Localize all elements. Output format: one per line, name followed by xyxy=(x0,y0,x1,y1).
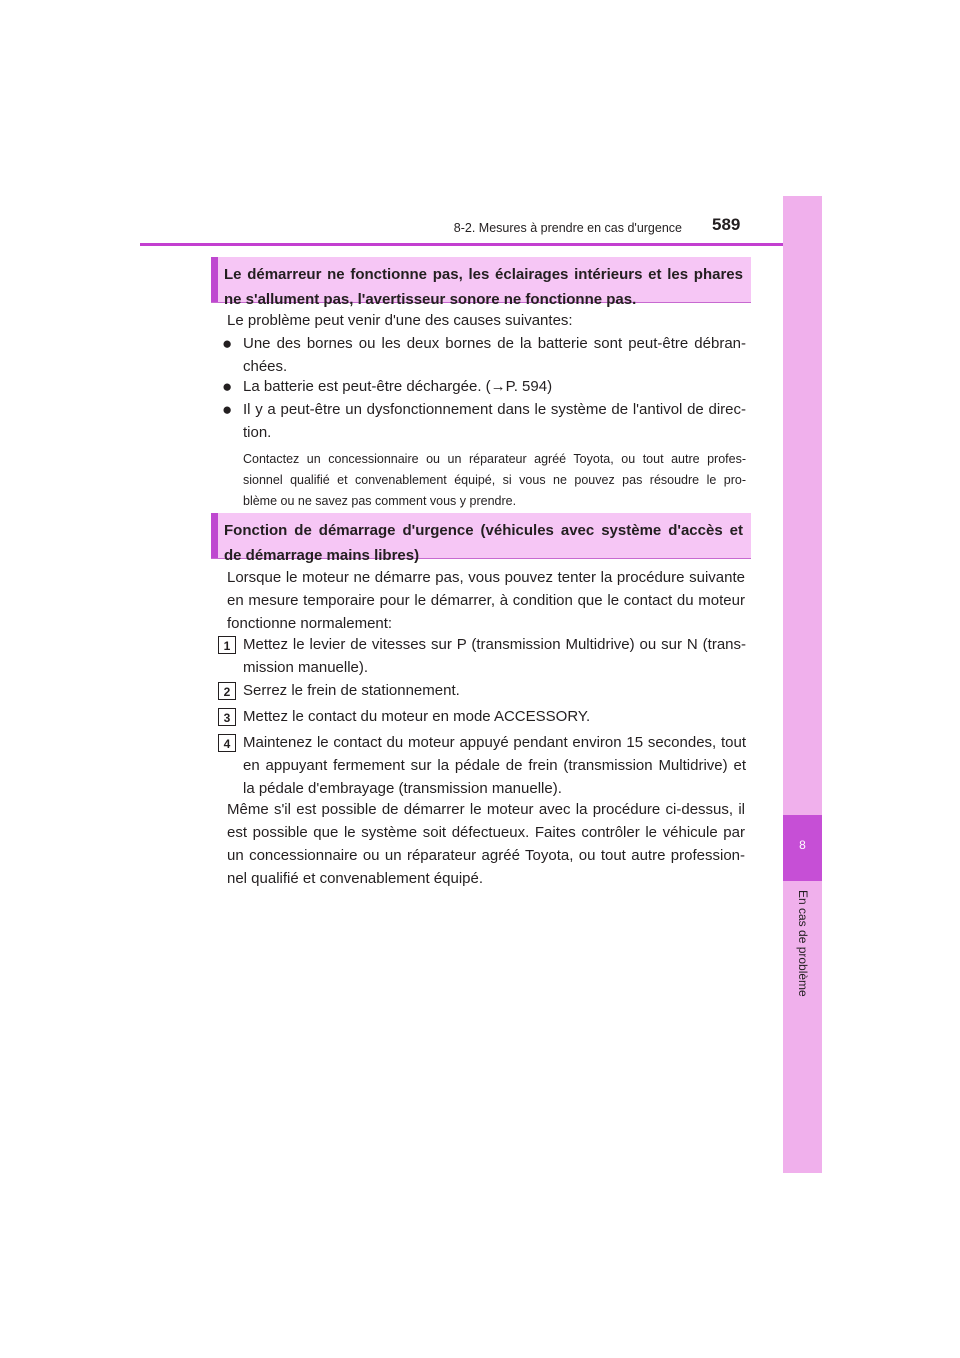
bullet-icon: ● xyxy=(222,334,233,353)
paragraph: Même s'il est possible de démarrer le moteur avec la procédure ci-dessus, il est possible que le système soit défectueux. Faites contrôler le véhicule par un concessionnaire ou un réparateur agréé Toyota, ou tout autre profession- nel qualifié et convenablement équipé. xyxy=(227,801,745,887)
bullet-icon: ● xyxy=(222,377,233,396)
header-rule xyxy=(140,243,820,246)
section-title-line: de démarrage mains libres) xyxy=(224,547,420,564)
paragraph: Le problème peut venir d'une des causes suivantes: xyxy=(227,312,573,329)
paragraph: Lorsque le moteur ne démarre pas, vous pouvez tenter la procédure suivante en mesure temporaire pour le démarrer, à condition que le contact du moteur fonctionne normalement: xyxy=(227,569,745,632)
step-number: 1 xyxy=(218,636,236,654)
step-number: 3 xyxy=(218,708,236,726)
list-item: Une des bornes ou les deux bornes de la batterie sont peut-être débran- chées. xyxy=(243,335,746,375)
section-title-line: ne s'allument pas, l'avertisseur sonore ne fonctionne pas. xyxy=(224,291,637,308)
section-title-line: Le démarreur ne fonctionne pas, les éclairages intérieurs et les phares xyxy=(224,266,743,283)
step-text: Maintenez le contact du moteur appuyé pendant environ 15 secondes, tout en appuyant fermement sur la pédale de frein (transmission Multidrive) et la pédale d'embrayage (transmission manuelle). xyxy=(243,734,746,797)
page-number: 589 xyxy=(712,215,741,234)
chapter-side-label: En cas de problème xyxy=(796,890,810,997)
step-number: 2 xyxy=(218,682,236,700)
step-text: Mettez le levier de vitesses sur P (transmission Multidrive) ou sur N (trans- mission manuelle). xyxy=(243,636,746,676)
note: Contactez un concessionnaire ou un réparateur agréé Toyota, ou tout autre profes- sionnel qualifié et convenablement équipé, si vous ne pouvez pas résoudre le pro- blème ou ne savez pas comment vous y prendre. xyxy=(243,452,746,508)
chapter-title: 8-2. Mesures à prendre en cas d'urgence xyxy=(453,221,682,235)
list-item: Il y a peut-être un dysfonctionnement dans le système de l'antivol de direc- tion. xyxy=(243,401,746,441)
list-item: La batterie est peut-être déchargée. (→P. 594) xyxy=(243,378,553,395)
section-heading-starter xyxy=(211,257,751,308)
step-text: Mettez le contact du moteur en mode ACCESSORY. xyxy=(243,708,591,725)
section-title-line: Fonction de démarrage d'urgence (véhicules avec système d'accès et xyxy=(224,522,743,539)
step-text: Serrez le frein de stationnement. xyxy=(243,682,460,699)
step-number: 4 xyxy=(218,734,236,752)
bullet-icon: ● xyxy=(222,400,233,419)
section-heading-emergency-start xyxy=(211,513,751,564)
chapter-number: 8 xyxy=(799,838,806,852)
